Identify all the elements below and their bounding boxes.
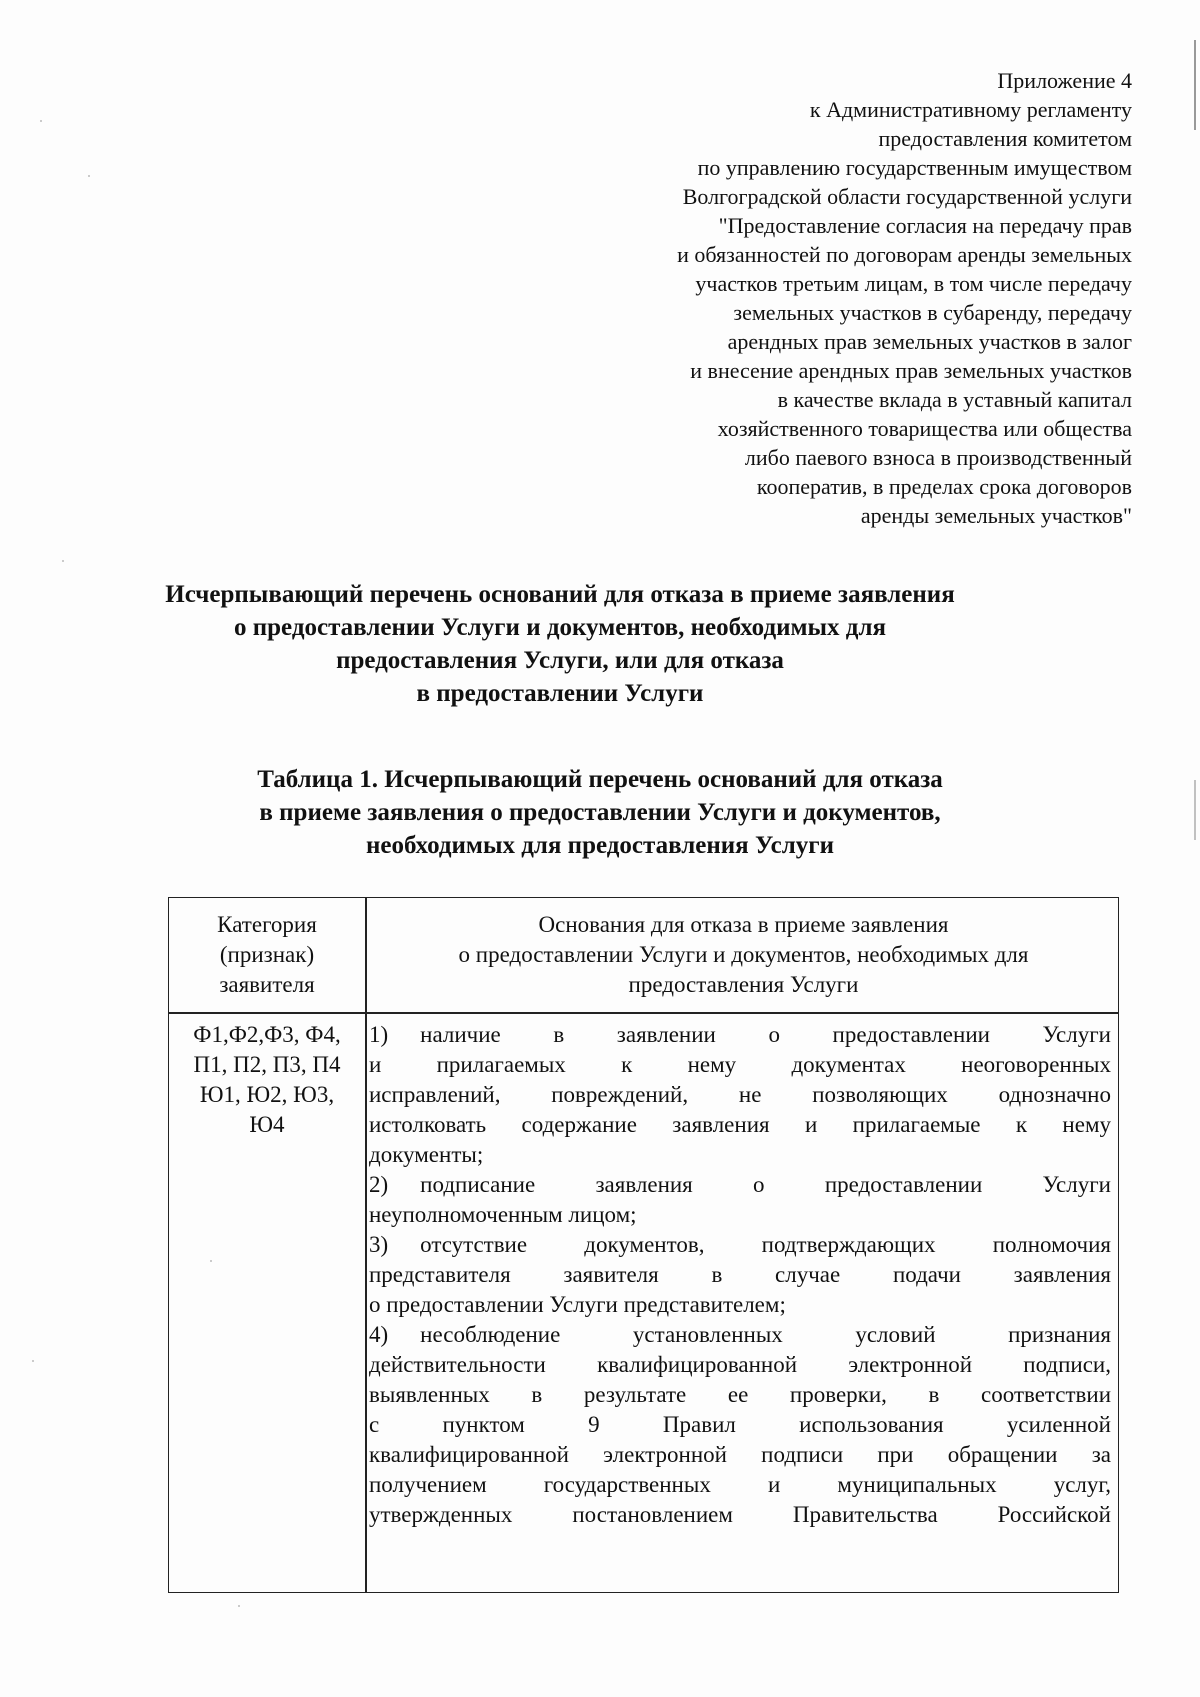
appendix-line: предоставления комитетом (878, 126, 1132, 151)
applicant-category-cell (169, 1014, 365, 1140)
appendix-header (512, 66, 1132, 530)
ground-item-1-line: исправлений, повреждений, не позволяющих однозначно (369, 1082, 1111, 1107)
scan-speck (238, 1605, 240, 1607)
appendix-line: земельных участков в субаренду, передачу (733, 300, 1132, 325)
table-caption (220, 763, 980, 862)
category-line: П1, П2, П3, П4 (193, 1052, 341, 1077)
scan-speck (62, 560, 64, 562)
header-grounds-line: Основания для отказа в приеме заявления (538, 912, 949, 937)
title-line: предоставления Услуги, или для отказа (336, 647, 784, 674)
scan-speck (88, 175, 90, 177)
header-grounds-cell (367, 898, 1120, 1012)
category-line: Ю1, Ю2, Ю3, (199, 1082, 335, 1107)
grounds-table (168, 897, 1119, 1593)
ground-item-3-line: 3) отсутствие документов, подтверждающих полномочия (369, 1232, 1111, 1257)
ground-item-number: 3) (369, 1232, 389, 1257)
title-line: в предоставлении Услуги (416, 680, 704, 707)
scan-edge-mark (1194, 40, 1196, 130)
scan-edge-mark (1194, 780, 1196, 840)
scan-speck (40, 120, 42, 122)
ground-item-4-line: с пунктом 9 Правил использования усиленной (369, 1412, 1111, 1437)
category-line: Ф1,Ф2,Ф3, Ф4, (193, 1022, 341, 1047)
title-line: Исчерпывающий перечень оснований для отказа в приеме заявления (165, 581, 955, 608)
appendix-line: в качестве вклада в уставный капитал (777, 387, 1132, 412)
header-category-line: заявителя (219, 972, 315, 997)
header-grounds-line: о предоставлении Услуги и документов, необходимых для (458, 942, 1029, 967)
appendix-line: Приложение 4 (997, 68, 1132, 93)
document-title (160, 578, 960, 710)
category-line: Ю4 (249, 1112, 285, 1137)
appendix-line: по управлению государственным имуществом (697, 155, 1132, 180)
appendix-line: "Предоставление согласия на передачу прав (718, 213, 1132, 238)
appendix-line: участков третьим лицам, в том числе передачу (695, 271, 1132, 296)
appendix-line: к Административному регламенту (809, 97, 1132, 122)
ground-item-1-line: истолковать содержание заявления и прилагаемые к нему (369, 1112, 1111, 1137)
ground-item-3-line: о предоставлении Услуги представителем; (369, 1292, 786, 1317)
appendix-line: аренды земельных участков" (860, 503, 1132, 528)
header-category-line: Категория (217, 912, 317, 937)
ground-item-2-line: неуполномоченным лицом; (369, 1202, 637, 1227)
ground-item-4-line: действительности квалифицированной электронной подписи, (369, 1352, 1111, 1377)
caption-line: необходимых для предоставления Услуги (366, 832, 834, 859)
ground-item-1-line: документы; (369, 1142, 484, 1167)
ground-item-4-line: квалифицированной электронной подписи при обращении за (369, 1442, 1111, 1467)
appendix-line: и обязанностей по договорам аренды земельных (677, 242, 1132, 267)
appendix-line: хозяйственного товарищества или общества (717, 416, 1132, 441)
ground-item-2-line: 2) подписание заявления о предоставлении Услуги (369, 1172, 1111, 1197)
appendix-line: либо паевого взноса в производственный (744, 445, 1132, 470)
caption-line: в приеме заявления о предоставлении Услуги и документов, (259, 799, 941, 826)
header-grounds-line: предоставления Услуги (628, 972, 859, 997)
ground-item-number: 1) (369, 1022, 389, 1047)
appendix-line: и внесение арендных прав земельных участков (690, 358, 1132, 383)
caption-line: Таблица 1. Исчерпывающий перечень оснований для отказа (257, 766, 943, 793)
ground-item-1-line: и прилагаемых к нему документах неоговоренных (369, 1052, 1111, 1077)
ground-item-4-line: получением государственных и муниципальных услуг, (369, 1472, 1111, 1497)
ground-item-number: 4) (369, 1322, 389, 1347)
ground-item-1-line: 1) наличие в заявлении о предоставлении Услуги (369, 1022, 1111, 1047)
ground-item-4-line: 4) несоблюдение установленных условий признания (369, 1322, 1111, 1347)
scan-speck (210, 1260, 212, 1262)
ground-item-number: 2) (369, 1172, 389, 1197)
scan-speck (32, 1360, 34, 1362)
appendix-line: кооператив, в пределах срока договоров (756, 474, 1132, 499)
refusal-grounds-cell (369, 1014, 1111, 1530)
title-line: о предоставлении Услуги и документов, необходимых для (234, 614, 886, 641)
ground-item-4-line: выявленных в результате ее проверки, в соответствии (369, 1382, 1111, 1407)
header-category-line: (признак) (219, 942, 315, 967)
ground-item-3-line: представителя заявителя в случае подачи заявления (369, 1262, 1111, 1287)
ground-item-4-line: утвержденных постановлением Правительства Российской (369, 1502, 1111, 1527)
appendix-line: Волгоградской области государственной услуги (682, 184, 1132, 209)
header-category-cell (169, 898, 365, 1012)
appendix-line: арендных прав земельных участков в залог (727, 329, 1132, 354)
